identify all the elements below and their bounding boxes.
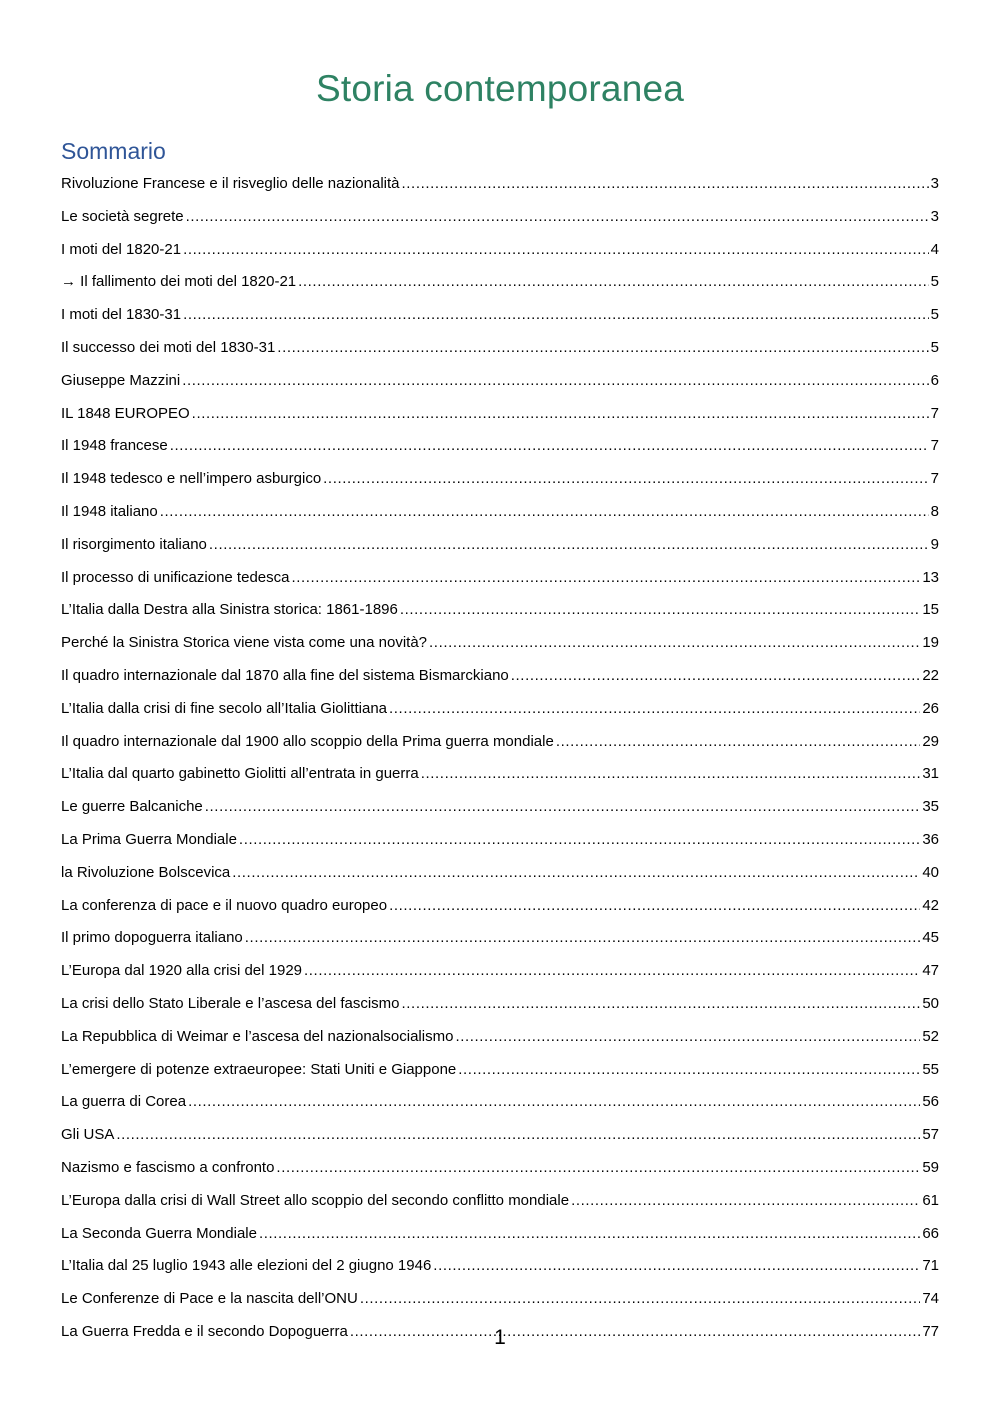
toc-entry-title: Il successo dei moti del 1830-31 <box>61 338 276 356</box>
toc-entry-title: I moti del 1830-31 <box>61 306 182 324</box>
toc-entry-title: Il quadro internazionale dal 1900 allo scoppio della Prima guerra mondiale <box>61 732 554 750</box>
toc-dot-leader <box>402 170 929 198</box>
toc-entry[interactable] <box>61 1121 939 1154</box>
toc-entry-page: 9 <box>930 535 939 553</box>
document-title: Storia contemporanea <box>315 68 685 109</box>
toc-dot-leader <box>323 465 929 493</box>
toc-entry-page: 7 <box>930 404 939 422</box>
toc-entry-title: L’Italia dal 25 luglio 1943 alle elezioni del 2 giugno 1946 <box>61 1257 432 1275</box>
toc-dot-leader <box>291 564 920 592</box>
toc-dot-leader <box>116 1121 920 1149</box>
toc-entry-title: La guerra di Corea <box>61 1093 187 1111</box>
toc-entry[interactable] <box>61 301 939 334</box>
toc-dot-leader <box>389 892 920 920</box>
toc-entry-page: 56 <box>922 1093 939 1111</box>
toc-entry[interactable] <box>61 892 939 925</box>
toc-entry-page: 3 <box>930 207 939 225</box>
toc-entry[interactable] <box>61 924 939 957</box>
toc-entry-page: 4 <box>930 240 939 258</box>
toc-entry[interactable] <box>61 662 939 695</box>
toc-dot-leader <box>571 1187 920 1215</box>
toc-entry[interactable] <box>61 564 939 597</box>
toc-entry[interactable] <box>61 236 939 269</box>
toc-entry[interactable] <box>61 1023 939 1056</box>
toc-entry[interactable] <box>61 629 939 662</box>
toc-entry-title: Le Conferenze di Pace e la nascita dell’ONU <box>61 1290 358 1308</box>
toc-dot-leader <box>402 990 921 1018</box>
toc-dot-leader <box>209 531 929 559</box>
toc-entry-page: 5 <box>930 338 939 356</box>
toc-entry[interactable] <box>61 990 939 1023</box>
toc-entry-page: 50 <box>922 994 939 1012</box>
toc-dot-leader <box>160 498 929 526</box>
toc-entry-title: L’Italia dal quarto gabinetto Giolitti all’entrata in guerra <box>61 765 419 783</box>
toc-entry[interactable] <box>61 268 939 301</box>
toc-dot-leader <box>458 1056 920 1084</box>
toc-entry-page: 29 <box>922 732 939 750</box>
toc-entry[interactable] <box>61 695 939 728</box>
toc-entry[interactable] <box>61 367 939 400</box>
toc-entry[interactable] <box>61 826 939 859</box>
toc-dot-leader <box>429 629 920 657</box>
toc-entry[interactable] <box>61 957 939 990</box>
toc-entry-page: 5 <box>930 306 939 324</box>
toc-dot-leader <box>276 1154 920 1182</box>
toc-entry-title: Le guerre Balcaniche <box>61 798 203 816</box>
toc-entry-title: La Seconda Guerra Mondiale <box>61 1224 257 1242</box>
toc-entry-title: Gli USA <box>61 1126 115 1144</box>
table-of-contents <box>61 170 939 1351</box>
toc-entry[interactable] <box>61 203 939 236</box>
toc-dot-leader <box>170 432 929 460</box>
toc-entry[interactable] <box>61 432 939 465</box>
toc-entry-title: Il processo di unificazione tedesca <box>61 568 290 586</box>
toc-entry-page: 8 <box>930 502 939 520</box>
toc-dot-leader <box>360 1285 920 1313</box>
toc-entry-title: Il 1948 italiano <box>61 502 158 520</box>
toc-dot-leader <box>239 826 920 854</box>
toc-entry[interactable] <box>61 531 939 564</box>
toc-entry[interactable] <box>61 400 939 433</box>
toc-entry-title: L’Italia dalla Destra alla Sinistra storica: 1861-1896 <box>61 601 398 619</box>
toc-dot-leader <box>400 596 920 624</box>
toc-entry-title: Il quadro internazionale dal 1870 alla fine del sistema Bismarckiano <box>61 666 509 684</box>
toc-entry-page: 13 <box>922 568 939 586</box>
toc-entry-title: Perché la Sinistra Storica viene vista come una novità? <box>61 634 428 652</box>
toc-entry[interactable] <box>61 1252 939 1285</box>
toc-entry-title: L’Italia dalla crisi di fine secolo all’Italia Giolittiana <box>61 699 388 717</box>
toc-heading: Sommario <box>61 138 166 164</box>
toc-entry-page: 36 <box>922 830 939 848</box>
toc-entry-page: 55 <box>922 1060 939 1078</box>
toc-entry-page: 52 <box>922 1027 939 1045</box>
toc-entry-title: → Il fallimento dei moti del 1820-21 <box>61 273 297 291</box>
toc-entry-page: 57 <box>922 1126 939 1144</box>
toc-dot-leader <box>511 662 921 690</box>
toc-dot-leader <box>556 728 921 756</box>
toc-dot-leader <box>433 1252 920 1280</box>
toc-entry-page: 71 <box>922 1257 939 1275</box>
toc-dot-leader <box>232 859 920 887</box>
toc-entry-title: La conferenza di pace e il nuovo quadro europeo <box>61 896 388 914</box>
toc-entry-page: 40 <box>922 863 939 881</box>
toc-entry-page: 7 <box>930 437 939 455</box>
toc-dot-leader <box>259 1220 920 1248</box>
toc-entry-page: 31 <box>922 765 939 783</box>
toc-entry-title: Nazismo e fascismo a confronto <box>61 1158 275 1176</box>
page-number: 1 <box>494 1326 506 1349</box>
toc-entry[interactable] <box>61 1187 939 1220</box>
toc-entry-title: Il risorgimento italiano <box>61 535 207 553</box>
toc-entry-page: 6 <box>930 371 939 389</box>
toc-entry-title: La Prima Guerra Mondiale <box>61 830 237 848</box>
toc-entry[interactable] <box>61 793 939 826</box>
toc-entry[interactable] <box>61 170 939 203</box>
toc-entry-title: la Rivoluzione Bolscevica <box>61 863 231 881</box>
toc-dot-leader <box>186 203 929 231</box>
toc-dot-leader <box>455 1023 920 1051</box>
toc-entry-page: 45 <box>922 929 939 947</box>
toc-entry-title: La crisi dello Stato Liberale e l’ascesa del fascismo <box>61 994 400 1012</box>
toc-entry[interactable] <box>61 465 939 498</box>
toc-entry-title: Le società segrete <box>61 207 184 225</box>
toc-entry-title: Il 1948 francese <box>61 437 168 455</box>
toc-dot-leader <box>183 236 929 264</box>
toc-entry-title: La Guerra Fredda e il secondo Dopoguerra <box>61 1322 348 1340</box>
toc-entry-page: 7 <box>930 470 939 488</box>
toc-entry-title: Rivoluzione Francese e il risveglio delle nazionalità <box>61 175 400 192</box>
toc-entry-page: 19 <box>922 634 939 652</box>
toc-entry-title: L’emergere di potenze extraeuropee: Stati Uniti e Giappone <box>61 1060 457 1078</box>
toc-dot-leader <box>183 301 929 329</box>
toc-entry-page: 15 <box>922 601 939 619</box>
toc-entry-page: 22 <box>922 666 939 684</box>
toc-dot-leader <box>205 793 921 821</box>
toc-dot-leader <box>182 367 928 395</box>
toc-dot-leader <box>298 268 929 296</box>
toc-entry[interactable] <box>61 596 939 629</box>
toc-entry-title: IL 1848 EUROPEO <box>61 404 190 422</box>
toc-entry[interactable] <box>61 728 939 761</box>
toc-entry-page: 3 <box>930 175 939 192</box>
toc-dot-leader <box>188 1088 920 1116</box>
toc-entry[interactable] <box>61 1154 939 1187</box>
toc-entry-page: 59 <box>922 1158 939 1176</box>
toc-entry[interactable] <box>61 334 939 367</box>
toc-dot-leader <box>192 400 929 428</box>
toc-dot-leader <box>245 924 921 952</box>
toc-dot-leader <box>421 760 921 788</box>
toc-entry[interactable] <box>61 498 939 531</box>
toc-entry-page: 26 <box>922 699 939 717</box>
toc-entry-title: L’Europa dalla crisi di Wall Street allo scoppio del secondo conflitto mondiale <box>61 1191 570 1209</box>
toc-entry-page: 77 <box>922 1322 939 1340</box>
toc-entry[interactable] <box>61 1056 939 1089</box>
toc-entry-title: L’Europa dal 1920 alla crisi del 1929 <box>61 962 303 980</box>
toc-entry-page: 66 <box>922 1224 939 1242</box>
toc-entry-page: 5 <box>930 273 939 291</box>
toc-entry[interactable] <box>61 1088 939 1121</box>
toc-entry-page: 74 <box>922 1290 939 1308</box>
toc-entry-page: 47 <box>922 962 939 980</box>
toc-entry-title: I moti del 1820-21 <box>61 240 182 258</box>
toc-entry[interactable] <box>61 859 939 892</box>
toc-entry-page: 61 <box>922 1191 939 1209</box>
toc-entry-title: Il 1948 tedesco e nell’impero asburgico <box>61 470 322 488</box>
toc-dot-leader <box>304 957 920 985</box>
toc-entry-title: Il primo dopoguerra italiano <box>61 929 243 947</box>
toc-entry[interactable] <box>61 1220 939 1253</box>
toc-dot-leader <box>277 334 928 362</box>
toc-entry-page: 42 <box>922 896 939 914</box>
toc-entry-page: 35 <box>922 798 939 816</box>
toc-entry[interactable] <box>61 760 939 793</box>
toc-dot-leader <box>389 695 920 723</box>
toc-entry-title: La Repubblica di Weimar e l’ascesa del nazionalsocialismo <box>61 1027 454 1045</box>
toc-entry-title: Giuseppe Mazzini <box>61 371 181 389</box>
toc-entry[interactable] <box>61 1285 939 1318</box>
